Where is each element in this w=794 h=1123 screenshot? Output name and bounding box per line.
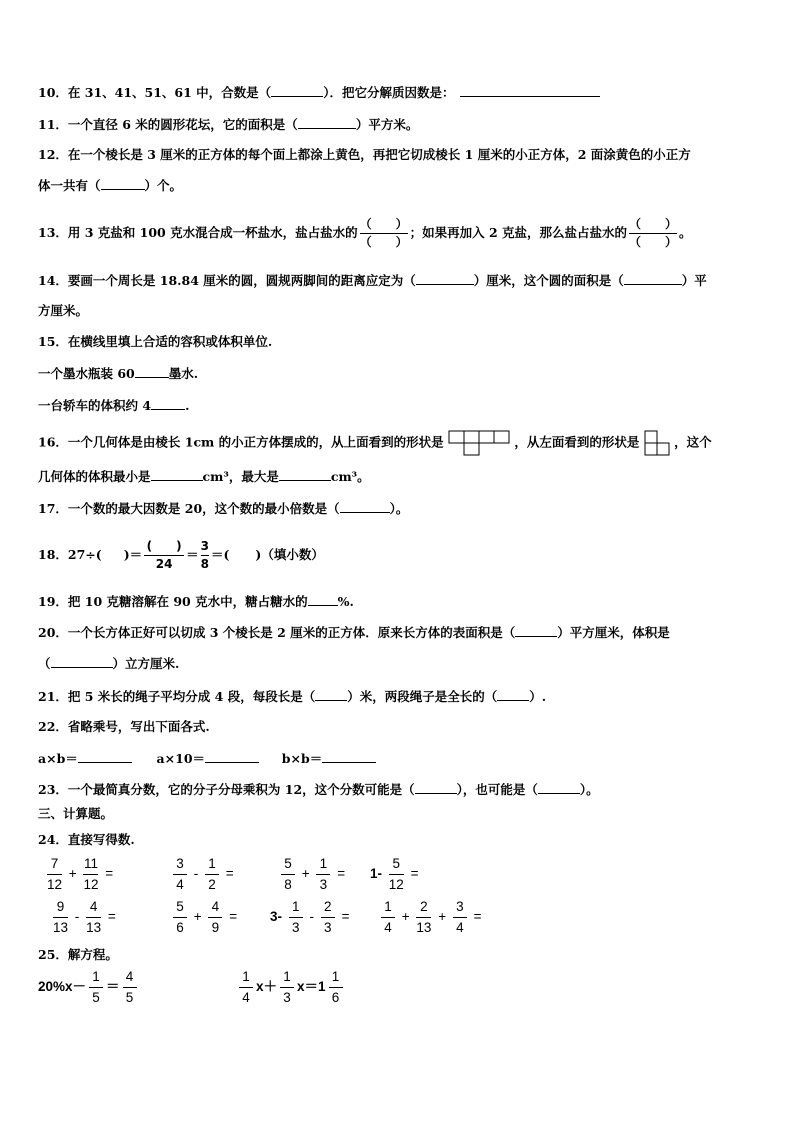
answer-blank[interactable] xyxy=(271,84,323,97)
calc-item: $\frac{9}{13} - \frac{4}{13}$ = xyxy=(53,899,116,935)
question-11: 11．一个直径 6 米的圆形花坛，它的面积是（ ）平方米。 xyxy=(38,117,419,132)
equation-1: $20\%x- \frac{1}{5} = \frac{4}{5}$ xyxy=(38,968,140,1007)
question-15-line3: 一台轿车的体积约 4 . xyxy=(38,398,190,413)
answer-blank[interactable] xyxy=(322,750,376,763)
calc-item: $\frac{3}{4} - \frac{1}{2}$ = xyxy=(170,855,234,894)
question-13: 13．用 3 克盐和 100 克水混合成一杯盐水，盐占盐水的 $\frac{( )}{( )}$ ；如果再加入 2 克盐，那么盐占盐水的 $\frac{( )}{( )}$ 。 xyxy=(38,217,692,249)
left-view-shape-icon xyxy=(644,430,670,456)
section-heading: 三、计算题。 xyxy=(38,806,114,821)
answer-fraction[interactable]: $\frac{( )}{( )}$ xyxy=(629,217,678,249)
calc-item: $\frac{5}{8} + \frac{1}{3}$ = xyxy=(278,855,345,894)
question-22: 22．省略乘号，写出下面各式. xyxy=(38,719,210,734)
calc-item: $\frac{1}{4} + \frac{2}{13} + \frac{3}{4}$ = xyxy=(378,898,482,937)
question-21: 21．把 5 米长的绳子平均分成 4 段，每段长是（ ）米，两段绳子是全长的（ ）. xyxy=(38,689,547,704)
answer-blank[interactable] xyxy=(151,468,203,481)
answer-blank[interactable] xyxy=(78,750,132,763)
question-14-line2: 方厘米。 xyxy=(38,303,89,318)
question-12-line2: 体一共有（ ）个。 xyxy=(38,178,183,193)
answer-blank[interactable] xyxy=(135,365,169,378)
question-14: 14．要画一个周长是 18.84 厘米的圆，圆规两脚间的距离应定为（ ）厘米，这个圆的面积是（ ）平 xyxy=(38,273,707,288)
answer-blank[interactable] xyxy=(51,655,113,668)
equation-2: $\frac{1}{4} x+ \frac{1}{3} x=1 \frac{1}{6}$ xyxy=(236,968,346,1007)
answer-blank[interactable] xyxy=(415,781,457,794)
answer-blank[interactable] xyxy=(308,593,338,606)
answer-blank[interactable] xyxy=(298,116,356,129)
answer-fraction[interactable]: $\frac{( )}{( )}$ xyxy=(359,217,408,249)
answer-blank[interactable] xyxy=(340,500,390,513)
question-23: 23．一个最简真分数，它的分子分母乘积为 12，这个分数可能是（ ），也可能是（ ）。 xyxy=(38,782,599,797)
answer-blank[interactable] xyxy=(497,688,529,701)
question-10: 10．在 31、41、51、61 中，合数是（ ）．把它分解质因数是： xyxy=(38,84,600,101)
answer-fraction[interactable]: $\frac{( )}{24}$ xyxy=(144,539,184,572)
question-15: 15．在横线里填上合适的容积或体积单位. xyxy=(38,334,273,349)
answer-blank[interactable] xyxy=(515,624,557,637)
answer-blank[interactable] xyxy=(416,272,474,285)
question-17: 17．一个数的最大因数是 20，这个数的最小倍数是（ ）。 xyxy=(38,501,409,516)
top-view-shape-icon xyxy=(448,430,510,456)
question-15-line2: 一个墨水瓶装 60 墨水. xyxy=(38,366,199,381)
calc-item: $1- \frac{5}{12}$ = xyxy=(370,856,419,892)
answer-blank[interactable] xyxy=(624,272,682,285)
question-18: 18．27÷( )＝ $\frac{( )}{24}$ ＝ $\frac{3}{8}$ ＝( )（填小数） xyxy=(38,539,324,571)
question-16: 16．一个几何体是由棱长 1cm 的小正方体摆成的，从上面看到的形状是 ，从左面看到的形状是 ，这个 xyxy=(38,430,712,456)
answer-blank[interactable] xyxy=(315,688,347,701)
calc-item: $3- \frac{1}{3} - \frac{2}{3}$ = xyxy=(270,899,350,935)
answer-blank[interactable] xyxy=(151,397,185,410)
calc-item: $\frac{7}{12} + \frac{11}{12}$ = xyxy=(47,856,114,892)
answer-blank[interactable] xyxy=(279,468,331,481)
answer-blank[interactable] xyxy=(205,750,259,763)
question-19: 19．把 10 克糖溶解在 90 克水中，糖占糖水的 %. xyxy=(38,594,354,609)
question-25: 25．解方程。 xyxy=(38,947,118,962)
calc-item: $\frac{5}{6} + \frac{4}{9}$ = xyxy=(170,898,237,937)
answer-blank[interactable] xyxy=(101,177,145,190)
question-16-line2: 几何体的体积最小是 cm³，最大是 cm³。 xyxy=(38,469,370,484)
question-20-line2: （ ）立方厘米. xyxy=(38,656,180,671)
fraction-3-8: $\frac{3}{8}$ xyxy=(200,539,209,571)
question-22-expressions: a×b＝ a×10＝ b×b＝ xyxy=(38,750,376,767)
question-12: 12．在一个棱长是 3 厘米的正方体的每个面上都涂上黄色，再把它切成棱长 1 厘米的小正方体，2 面涂黄色的小正方 xyxy=(38,147,691,162)
answer-blank[interactable] xyxy=(460,84,600,97)
answer-blank[interactable] xyxy=(538,781,580,794)
question-24: 24．直接写得数. xyxy=(38,832,135,847)
question-20: 20．一个长方体正好可以切成 3 个棱长是 2 厘米的正方体．原来长方体的表面积是（ ）平方厘米，体积是 xyxy=(38,625,670,640)
